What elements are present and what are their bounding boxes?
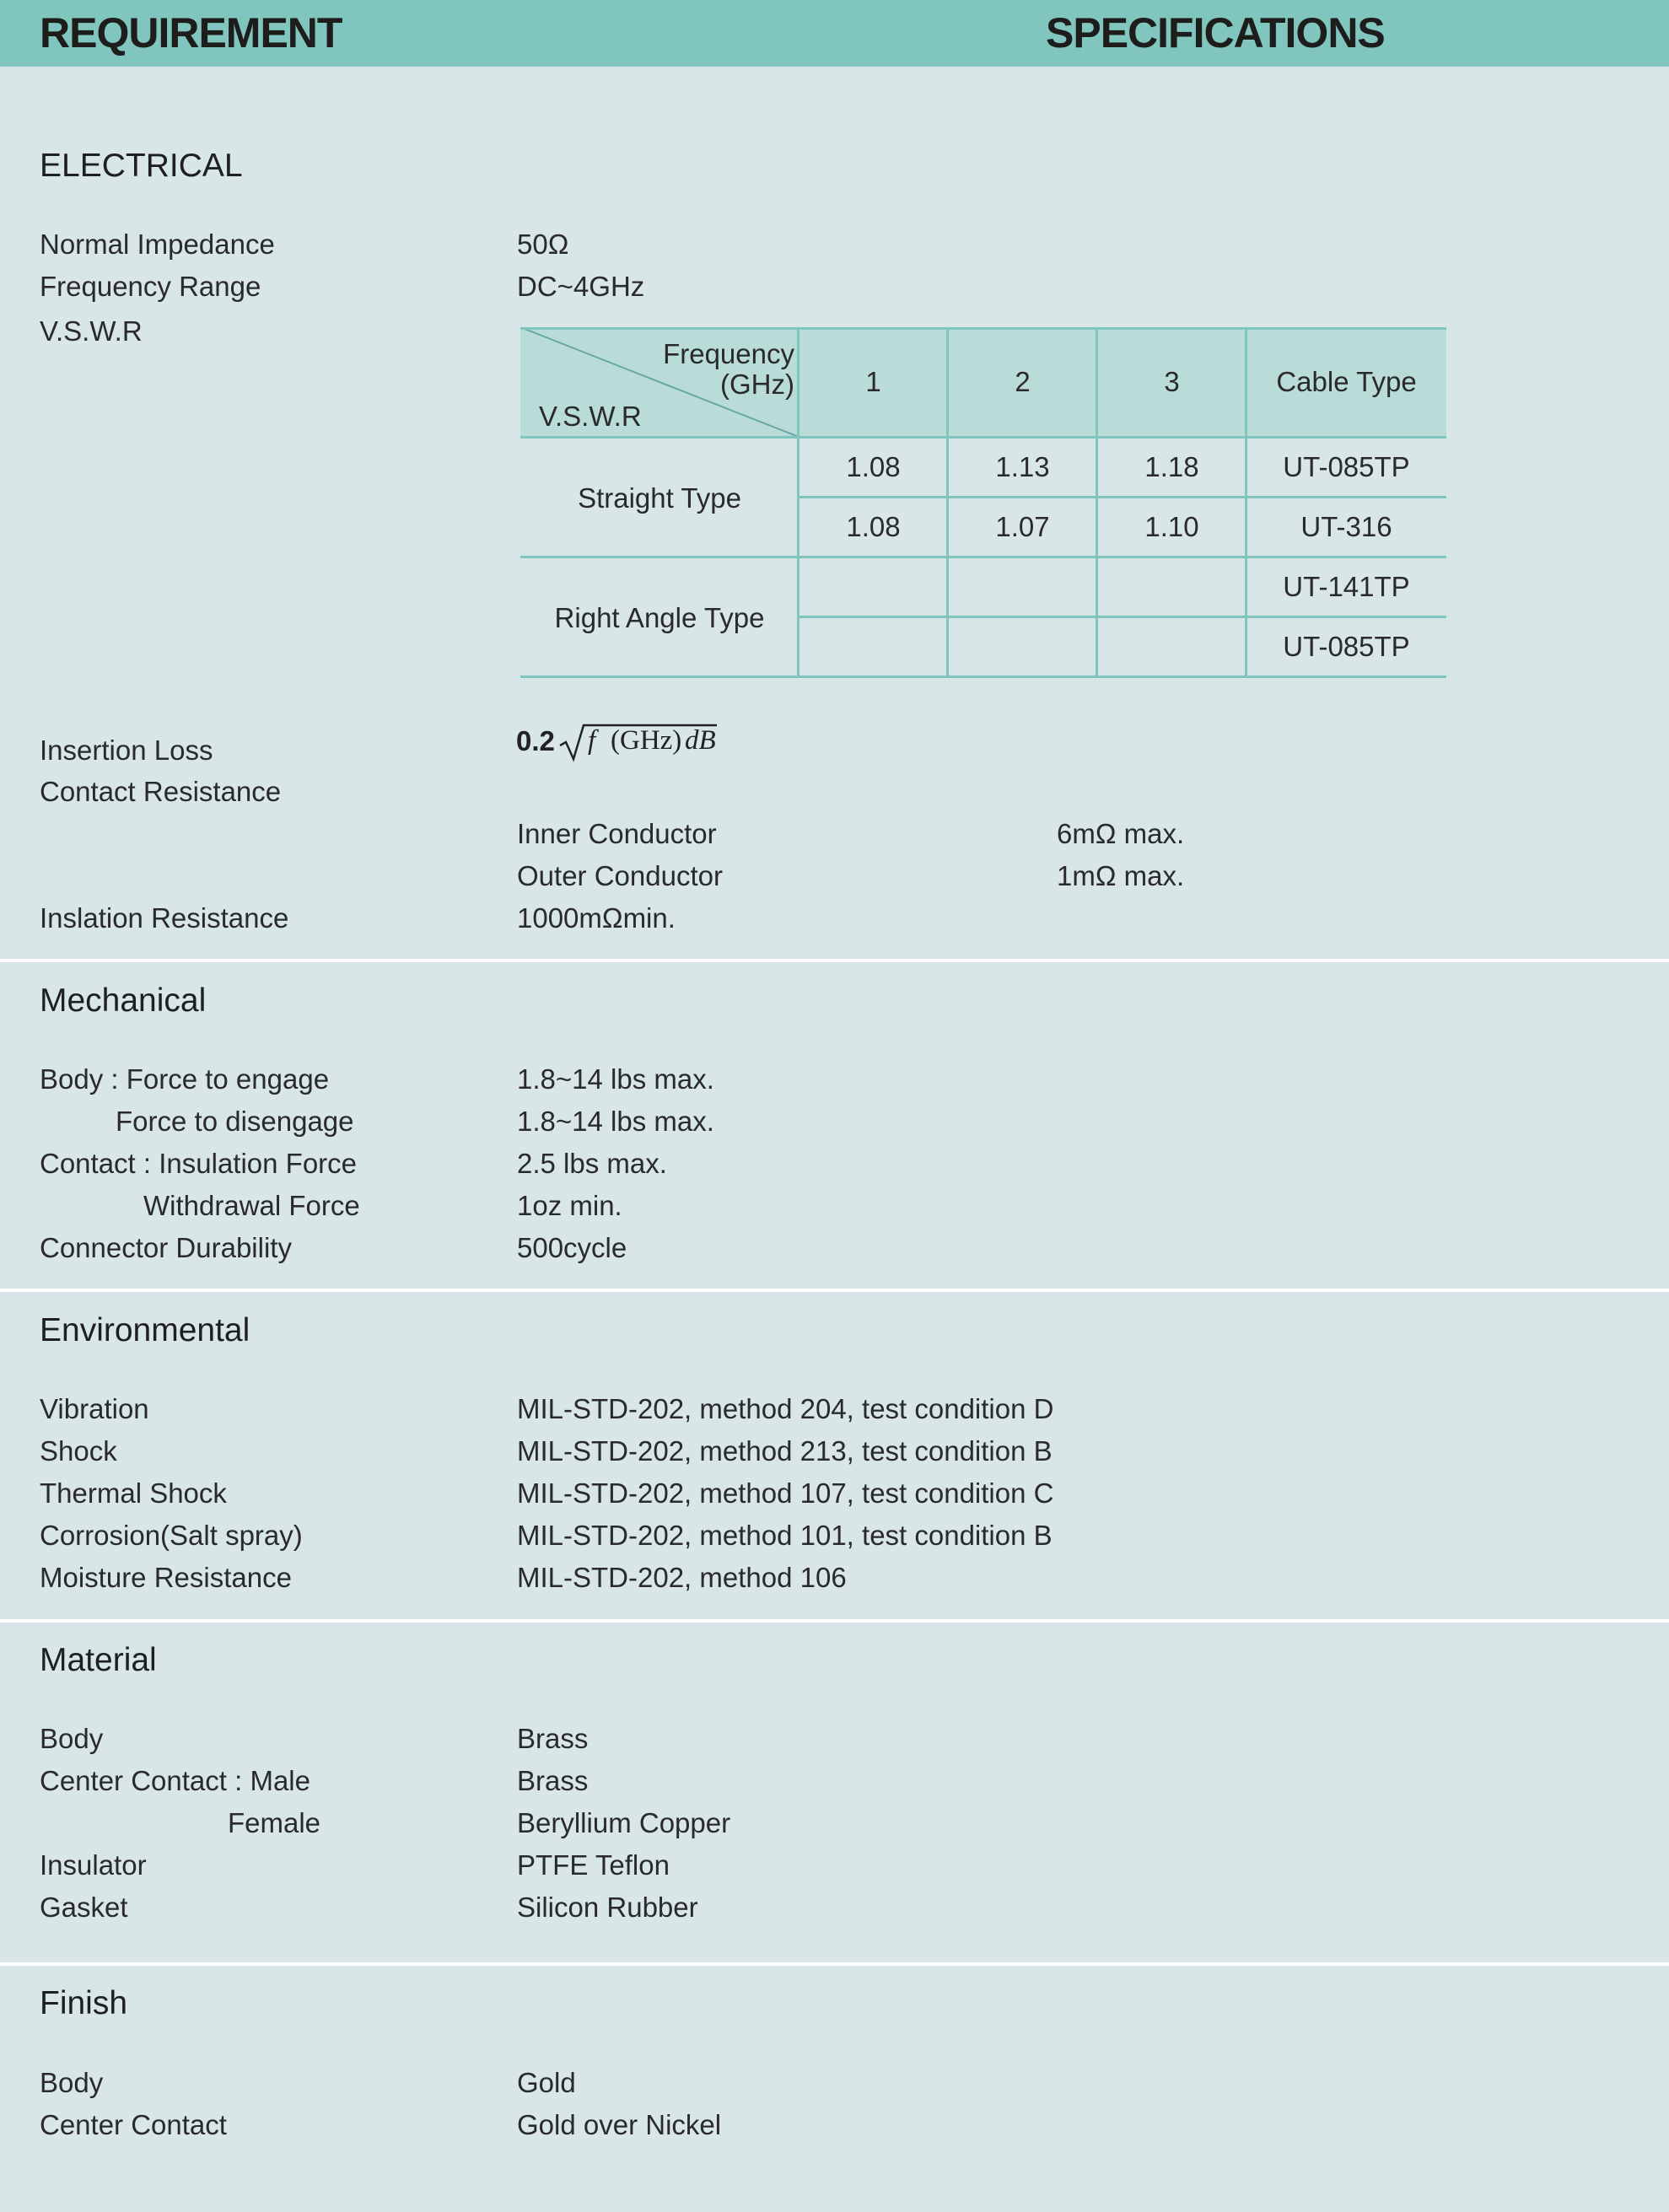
spec-value: Gold xyxy=(517,2067,576,2098)
section-divider xyxy=(0,959,1669,962)
table-cell: 1.10 xyxy=(1144,511,1199,542)
spec-label: Center Contact xyxy=(40,2109,227,2140)
table-cell: UT-316 xyxy=(1300,511,1392,542)
table-rule xyxy=(946,327,949,678)
table-rule xyxy=(520,436,1446,439)
spec-label: Connector Durability xyxy=(40,1232,292,1263)
spec-value: Beryllium Copper xyxy=(517,1807,731,1838)
section-divider xyxy=(0,1289,1669,1292)
spec-value: 1000mΩmin. xyxy=(517,902,676,934)
spec-value: MIL-STD-202, method 106 xyxy=(517,1562,847,1593)
spec-value: 1mΩ max. xyxy=(1057,860,1185,891)
spec-label: Gasket xyxy=(40,1892,128,1923)
spec-label: Female xyxy=(228,1807,321,1838)
table-cell: UT-085TP xyxy=(1283,451,1410,482)
spec-label: Contact : Insulation Force xyxy=(40,1148,358,1179)
table-cell: 1.08 xyxy=(846,451,901,482)
column-header: 1 xyxy=(865,366,881,397)
environmental-section-title: Environmental xyxy=(40,1312,250,1348)
spec-label: V.S.W.R xyxy=(40,315,143,347)
column-header: 3 xyxy=(1164,366,1180,397)
formula-ghz: (GHz) xyxy=(611,725,682,756)
spec-label: Insertion Loss xyxy=(40,735,213,766)
spec-value: DC~4GHz xyxy=(517,271,645,302)
spec-label: Shock xyxy=(40,1435,117,1467)
ghz-corner-label: (GHz) xyxy=(720,369,794,400)
spec-value: MIL-STD-202, method 204, test condition D xyxy=(517,1393,1054,1424)
table-rule xyxy=(1096,327,1098,678)
spec-label: Force to disengage xyxy=(116,1106,354,1137)
formula-unit: dB xyxy=(685,725,716,756)
spec-value: 500cycle xyxy=(517,1232,627,1263)
formula-coefficient: 0.2 xyxy=(516,725,555,756)
row-group-label: Right Angle Type xyxy=(554,602,765,633)
spec-label: Contact Resistance xyxy=(40,776,282,807)
spec-label: Body xyxy=(40,1723,104,1754)
spec-label: Insulator xyxy=(40,1849,147,1881)
spec-label: Moisture Resistance xyxy=(40,1562,292,1593)
specifications-heading: SPECIFICATIONS xyxy=(1046,9,1385,57)
vswr-table xyxy=(520,327,1446,679)
frequency-corner-label: Frequency xyxy=(663,338,794,369)
table-rule xyxy=(1245,327,1247,678)
spec-value: PTFE Teflon xyxy=(517,1849,670,1881)
spec-value: MIL-STD-202, method 107, test condition C xyxy=(517,1477,1054,1509)
spec-label: Corrosion(Salt spray) xyxy=(40,1520,303,1551)
table-rule xyxy=(520,556,1446,558)
spec-value: Brass xyxy=(517,1765,589,1796)
electrical-section-title: ELECTRICAL xyxy=(40,148,243,184)
table-cell: 1.07 xyxy=(995,511,1050,542)
column-header: Cable Type xyxy=(1276,366,1417,397)
spec-sublabel: Outer Conductor xyxy=(517,860,723,891)
table-cell: 1.13 xyxy=(995,451,1050,482)
spec-value: 50Ω xyxy=(517,229,569,260)
table-cell: 1.18 xyxy=(1144,451,1199,482)
spec-value: 1oz min. xyxy=(517,1190,622,1221)
formula-f: f xyxy=(588,725,596,756)
spec-label: Normal Impedance xyxy=(40,229,275,260)
spec-label: Body xyxy=(40,2067,104,2098)
spec-value: 1.8~14 lbs max. xyxy=(517,1106,714,1137)
material-section-title: Material xyxy=(40,1642,157,1678)
spec-value: MIL-STD-202, method 101, test condition B xyxy=(517,1520,1053,1551)
spec-label: Frequency Range xyxy=(40,271,261,302)
table-rule xyxy=(799,616,1446,618)
spec-value: Brass xyxy=(517,1723,589,1754)
section-divider xyxy=(0,1619,1669,1623)
column-header: 2 xyxy=(1015,366,1031,397)
spec-label: Thermal Shock xyxy=(40,1477,227,1509)
spec-value: 6mΩ max. xyxy=(1057,818,1185,849)
spec-value: Silicon Rubber xyxy=(517,1892,698,1923)
table-cell: UT-141TP xyxy=(1283,571,1410,602)
spec-value: MIL-STD-202, method 213, test condition B xyxy=(517,1435,1053,1467)
spec-sublabel: Inner Conductor xyxy=(517,818,717,849)
section-divider xyxy=(0,1962,1669,1966)
mechanical-section-title: Mechanical xyxy=(40,982,207,1019)
spec-value: 2.5 lbs max. xyxy=(517,1148,667,1179)
row-group-label: Straight Type xyxy=(578,482,741,514)
spec-label: Center Contact : Male xyxy=(40,1765,310,1796)
table-cell: UT-085TP xyxy=(1283,631,1410,662)
table-cell: 1.08 xyxy=(846,511,901,542)
spec-label: Inslation Resistance xyxy=(40,902,289,934)
spec-value: 1.8~14 lbs max. xyxy=(517,1063,714,1095)
table-rule xyxy=(520,327,1446,330)
table-rule xyxy=(799,496,1446,498)
header-bar xyxy=(0,0,1669,67)
vswr-corner-label: V.S.W.R xyxy=(539,401,642,432)
spec-label: Vibration xyxy=(40,1393,149,1424)
spec-label: Body : Force to engage xyxy=(40,1063,330,1095)
requirement-heading: REQUIREMENT xyxy=(40,9,342,57)
table-rule xyxy=(520,675,1446,678)
spec-label: Withdrawal Force xyxy=(143,1190,360,1221)
finish-section-title: Finish xyxy=(40,1985,128,2021)
spec-value: Gold over Nickel xyxy=(517,2109,722,2140)
